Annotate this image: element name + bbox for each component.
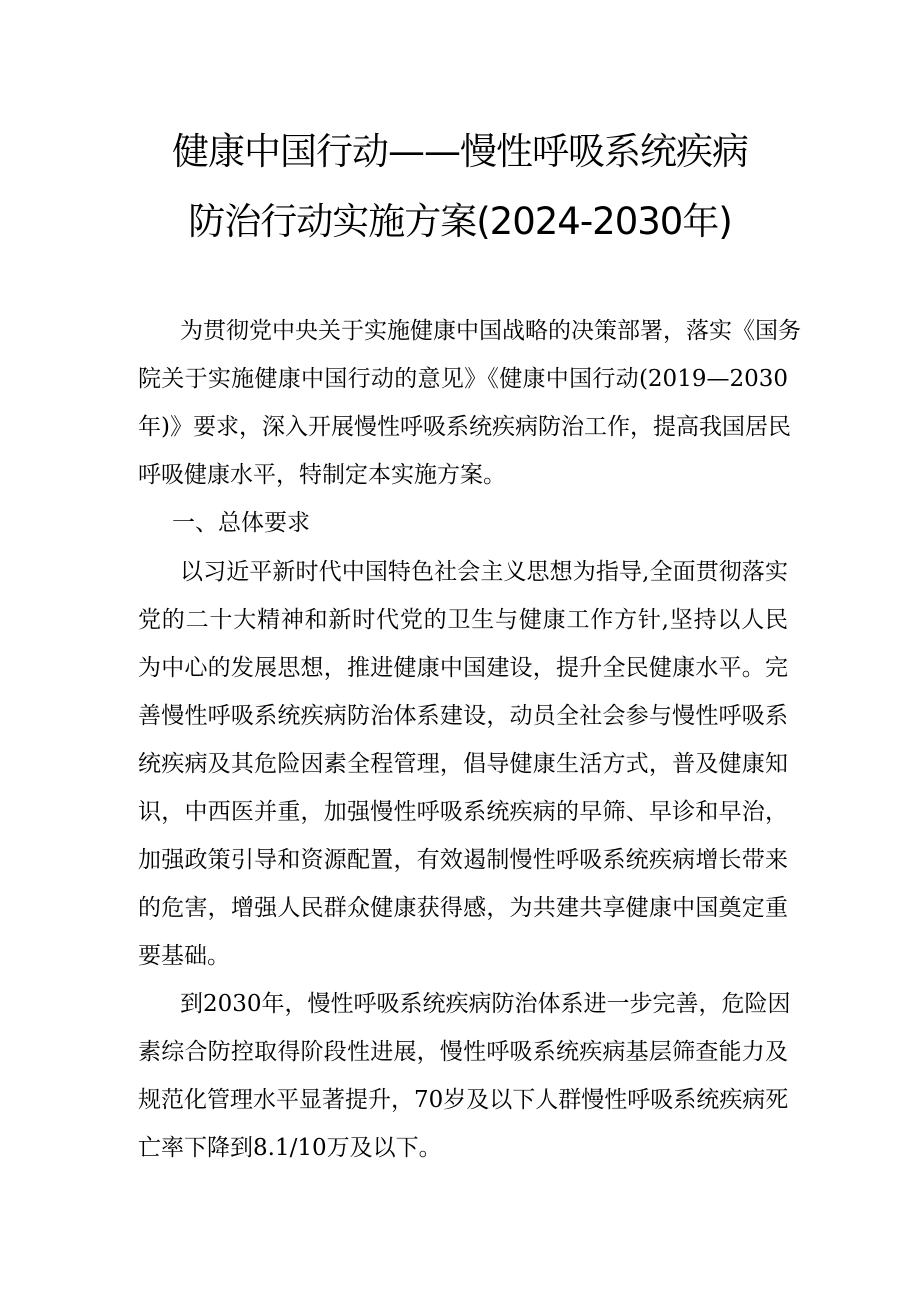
intro-line: 呼吸健康水平，特制定本实施方案。 (138, 462, 506, 488)
body-line: 的危害，增强人民群众健康获得感，为共建共享健康中国奠定重 (138, 895, 788, 921)
body-line: 善慢性呼吸系统疾病防治体系建设，动员全社会参与慢性呼吸系 (138, 703, 788, 729)
body-line: 以习近平新时代中国特色社会主义思想为指导,全面贯彻落实 (180, 559, 788, 585)
body-line: 要基础。 (138, 943, 230, 969)
document-title-line-1: 健康中国行动——慢性呼吸系统疾病 (172, 130, 748, 173)
body-line: 加强政策引导和资源配置，有效遏制慢性呼吸系统疾病增长带来 (138, 847, 788, 873)
body-line: 规范化管理水平显著提升，70岁及以下人群慢性呼吸系统疾病死 (138, 1087, 789, 1113)
section-heading: 一、总体要求 (172, 510, 310, 536)
intro-line: 年)》要求，深入开展慢性呼吸系统疾病防治工作，提高我国居民 (138, 414, 791, 440)
body-line: 统疾病及其危险因素全程管理，倡导健康生活方式，普及健康知 (138, 751, 788, 777)
body-line: 为中心的发展思想，推进健康中国建设，提升全民健康水平。完 (138, 655, 788, 681)
body-line: 党的二十大精神和新时代党的卫生与健康工作方针,坚持以人民 (138, 607, 788, 633)
document-title-line-2: 防治行动实施方案(2024-2030年) (188, 200, 732, 243)
body-line: 素综合防控取得阶段性进展，慢性呼吸系统疾病基层筛查能力及 (138, 1039, 788, 1065)
intro-line: 为贯彻党中央关于实施健康中国战略的决策部署，落实《国务 (180, 318, 801, 344)
body-line: 到2030年，慢性呼吸系统疾病防治体系进一步完善，危险因 (180, 991, 791, 1017)
body-line: 识，中西医并重，加强慢性呼吸系统疾病的早筛、早诊和早治， (138, 799, 788, 825)
body-line: 亡率下降到8.1/10万及以下。 (138, 1135, 442, 1161)
intro-line: 院关于实施健康中国行动的意见》《健康中国行动(2019—2030 (138, 366, 788, 392)
